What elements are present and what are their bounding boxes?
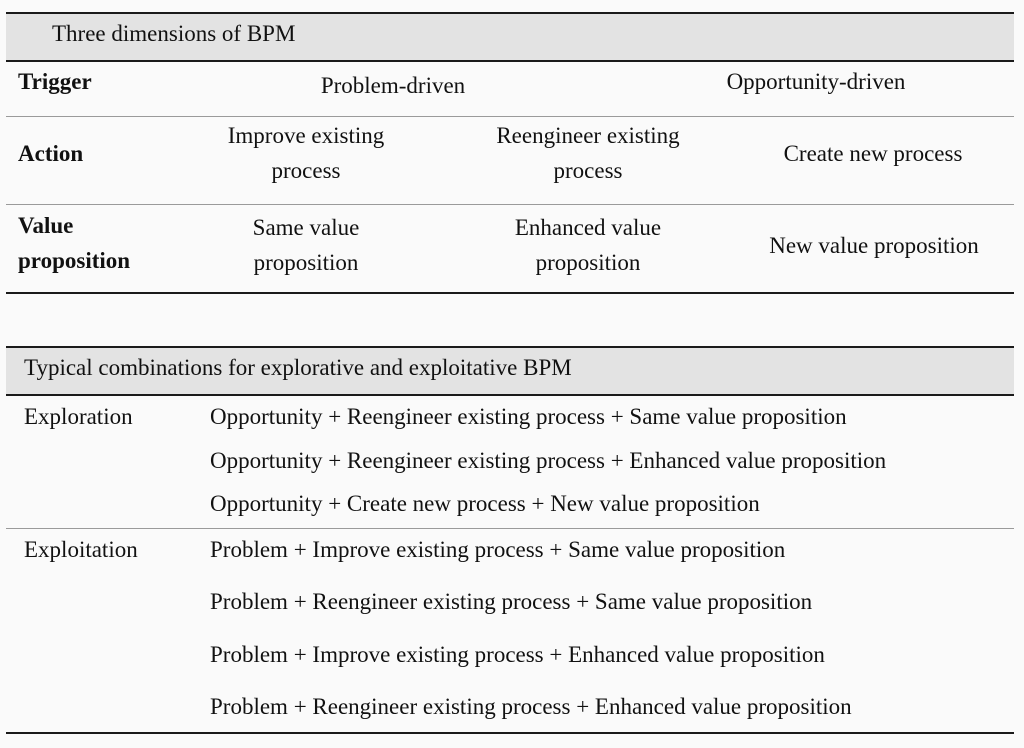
table-bottom-rule <box>6 732 1014 734</box>
group-divider <box>6 528 1014 529</box>
combination-item: Problem + Improve existing process + Same value proposition <box>210 537 786 562</box>
row-divider <box>6 116 1014 117</box>
table-title: Three dimensions of BPM <box>52 21 296 46</box>
row-divider <box>6 204 1014 205</box>
header-bottom-rule <box>6 60 1014 62</box>
header-bottom-rule <box>6 394 1014 396</box>
combination-item: Problem + Reengineer existing process + Enhanced value proposition <box>210 694 852 719</box>
bpm-combinations-table <box>6 346 1014 736</box>
trigger-opportunity-driven: Opportunity-driven <box>726 69 906 94</box>
value-enhanced: Enhanced value proposition <box>514 215 662 275</box>
group-label-exploitation: Exploitation <box>24 537 138 562</box>
combination-item: Opportunity + Reengineer existing process + Enhanced value proposition <box>210 448 887 473</box>
action-create-new-process: Create new process <box>783 141 963 166</box>
action-reengineer-existing-process: Reengineer existing process <box>496 123 680 183</box>
bpm-dimensions-table <box>6 12 1014 294</box>
table-bottom-rule <box>6 292 1014 294</box>
combination-item: Opportunity + Create new process + New value proposition <box>210 491 760 516</box>
row-label-action: Action <box>18 141 84 166</box>
value-new: New value proposition <box>769 233 979 258</box>
group-label-exploration: Exploration <box>24 404 133 429</box>
combination-item: Problem + Improve existing process + Enhanced value proposition <box>210 642 825 667</box>
combination-item: Opportunity + Reengineer existing process + Same value proposition <box>210 404 847 429</box>
trigger-problem-driven: Problem-driven <box>320 73 466 98</box>
value-same: Same value proposition <box>252 215 360 275</box>
row-label-trigger: Trigger <box>18 69 92 94</box>
action-improve-existing-process: Improve existing process <box>227 123 385 183</box>
table-title: Typical combinations for explorative and exploitative BPM <box>24 355 572 380</box>
row-label-value-proposition: Value proposition <box>18 213 131 273</box>
combination-item: Problem + Reengineer existing process + Same value proposition <box>210 589 813 614</box>
